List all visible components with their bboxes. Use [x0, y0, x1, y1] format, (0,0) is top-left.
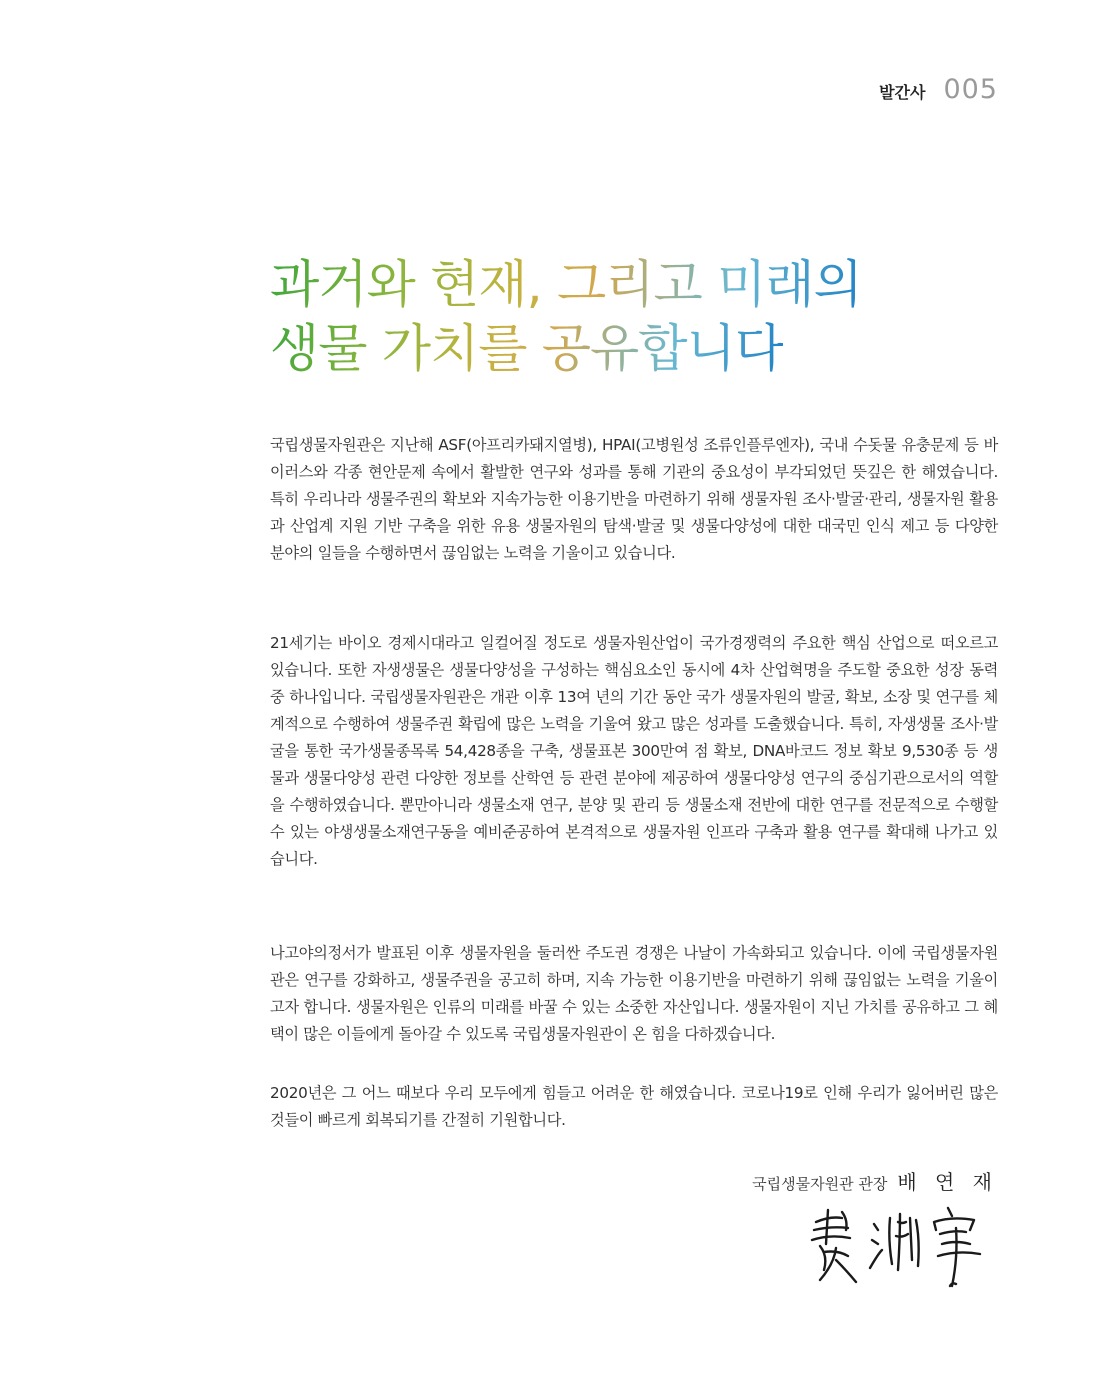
- page-headline: [270, 254, 1030, 382]
- section-title: 발간사: [879, 83, 926, 102]
- signoff: [752, 1166, 998, 1195]
- headline-line-1: 과거와 현재, 그리고 미래의: [270, 254, 862, 318]
- signer-name: 배 연 재: [897, 1170, 998, 1194]
- signer-title: 국립생물자원관 관장: [752, 1175, 888, 1193]
- running-header: [879, 74, 998, 105]
- body-paragraph-2: 21세기는 바이오 경제시대라고 일컬어질 정도로 생물자원산업이 국가경쟁력의 주요한 핵심 산업으로 떠오르고 있습니다. 또한 자생생물은 생물다양성을 구성하는 핵심요소인 동시에 4차 산업혁명을 주도할 중요한 성장 동력 중 하나입니다. 국립생물자원관은 개관 이후 13여 년의 기간 동안 국가 생물자원의 발굴, 확보, 소장 및 연구를 체계적으로 수행하여 생물주권 확립에 많은 노력을 기울여 왔고 많은 성과를 도출했습니다. 특히, 자생생물 조사·발굴을 통한 국가생물종목록 54,428종을 구축, 생물표본 300만여 점 확보, DNA바코드 정보 확보 9,530종 등 생물과 생물다양성 관련 다양한 정보를 산학연 등 관련 분야에 제공하여 생물다양성 연구의 중심기관으로서의 역할을 수행하였습니다. 뿐만아니라 생물소재 연구, 분양 및 관리 등 생물소재 전반에 대한 연구를 전문적으로 수행할 수 있는 야생생물소재연구동을 예비준공하여 본격적으로 생물자원 인프라 구축과 활용 연구를 확대해 나가고 있습니다.: [270, 634, 998, 868]
- body-paragraph-3: 나고야의정서가 발표된 이후 생물자원을 둘러싼 주도권 경쟁은 나날이 가속화되고 있습니다. 이에 국립생물자원관은 연구를 강화하고, 생물주권을 공고히 하며, 지속 가능한 이용기반을 마련하기 위해 끊임없는 노력을 기울이고자 합니다. 생물자원은 인류의 미래를 바꿀 수 있는 소중한 자산입니다. 생물자원이 지닌 가치를 공유하고 그 혜택이 많은 이들에게 돌아갈 수 있도록 국립생물자원관이 온 힘을 다하겠습니다.: [270, 944, 998, 1043]
- body-paragraph-1: 국립생물자원관은 지난해 ASF(아프리카돼지열병), HPAI(고병원성 조류인플루엔자), 국내 수돗물 유충문제 등 바이러스와 각종 현안문제 속에서 활발한 연구와 성과를 통해 기관의 중요성이 부각되었던 뜻깊은 한 해였습니다. 특히 우리나라 생물주권의 확보와 지속가능한 이용기반을 마련하기 위해 생물자원 조사·발굴·관리, 생물자원 활용과 산업계 지원 기반 구축을 위한 유용 생물자원의 탐색·발굴 및 생물다양성에 대한 대국민 인식 제고 등 다양한 분야의 일들을 수행하면서 끊임없는 노력을 기울이고 있습니다.: [270, 436, 998, 562]
- headline-line-2: 생물 가치를 공유합니다: [270, 318, 783, 382]
- page-number: 005: [943, 74, 998, 105]
- handwritten-signature: [802, 1200, 1002, 1290]
- body-paragraph-4: 2020년은 그 어느 때보다 우리 모두에게 힘들고 어려운 한 해였습니다. 코로나19로 인해 우리가 잃어버린 많은 것들이 빠르게 회복되기를 간절히 기원합니다.: [270, 1084, 998, 1129]
